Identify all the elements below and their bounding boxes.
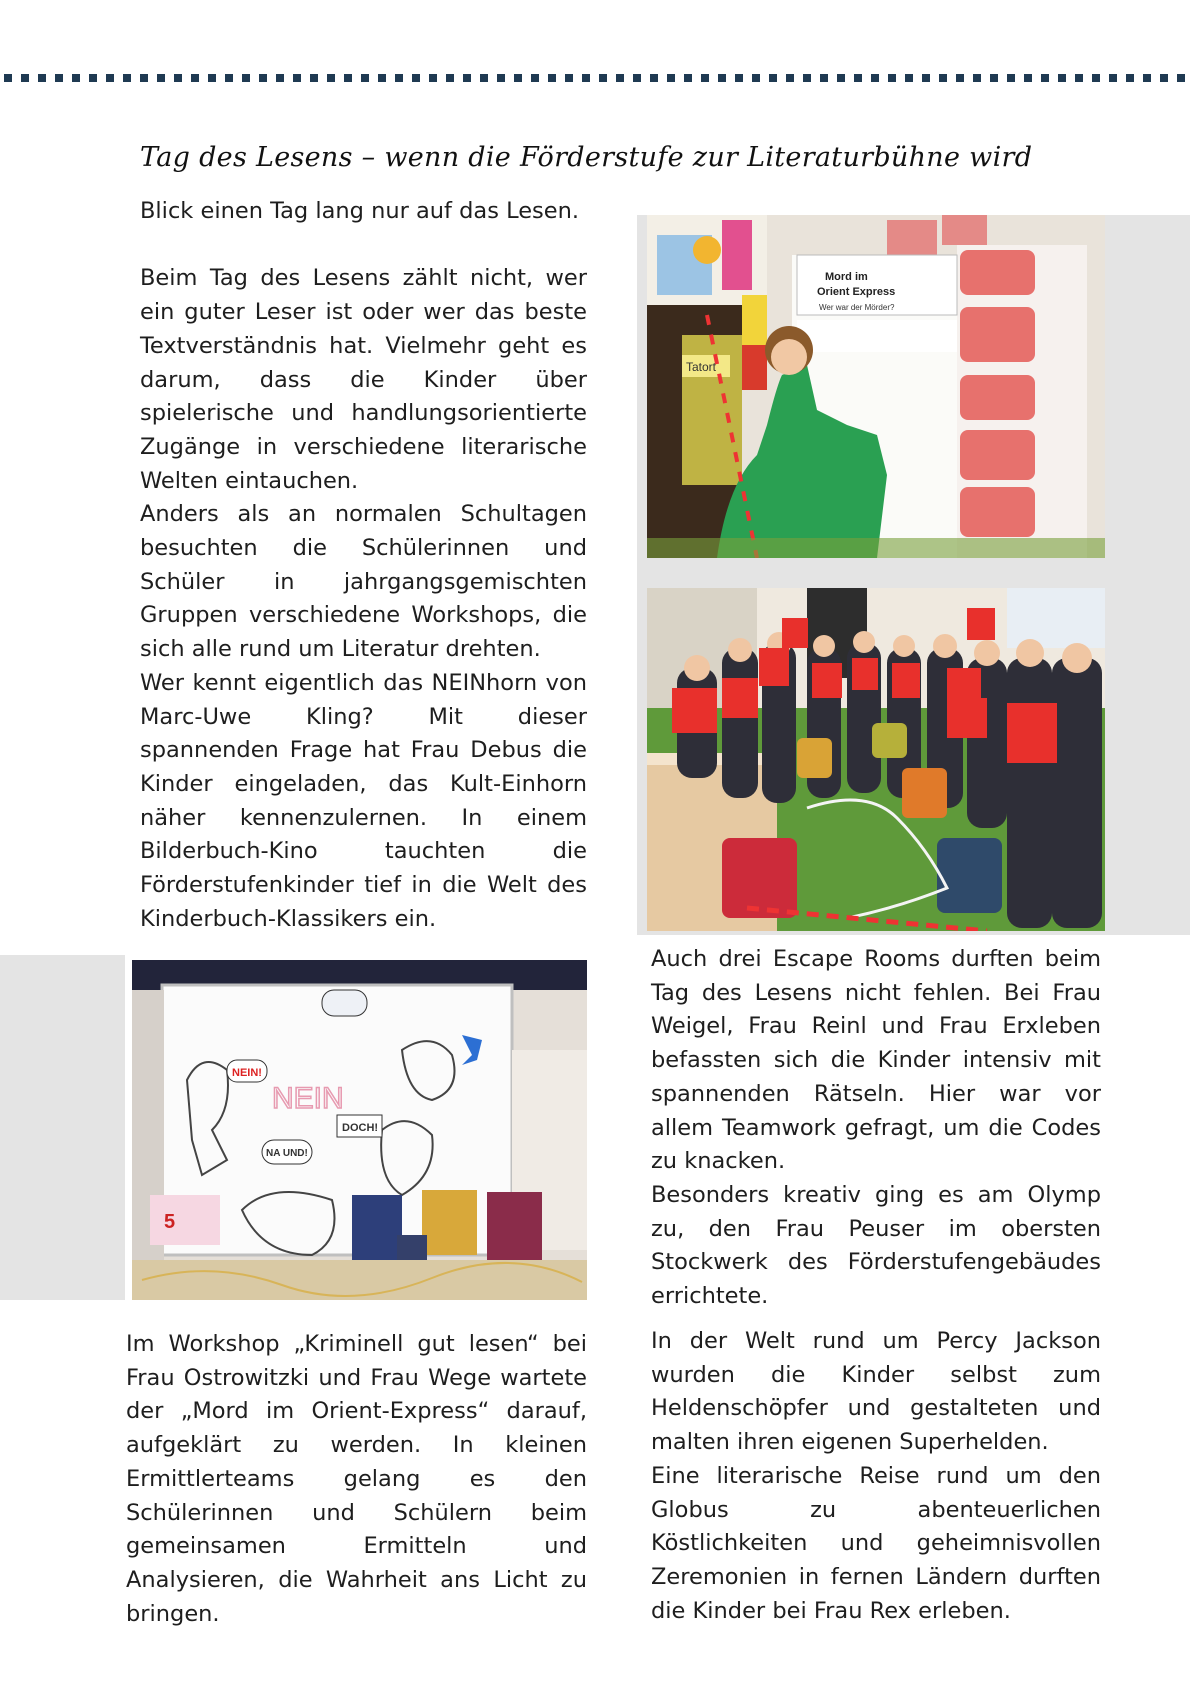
photo-whiteboard-crime bbox=[647, 215, 1105, 558]
paragraph-olymp: Besonders kreativ ging es am Olymp zu, den Frau Peuser im obersten Stockwerk des Förderstufengebäudes errichtete. bbox=[651, 1181, 1101, 1310]
photo-group-red-papers bbox=[647, 588, 1105, 931]
nein-bubble: NEIN! bbox=[232, 1067, 262, 1079]
left-column-bottom bbox=[126, 1328, 587, 1631]
svg-text:Wer war der Mörder?: Wer war der Mörder? bbox=[819, 303, 895, 312]
svg-text:Mord im: Mord im bbox=[825, 271, 868, 283]
left-column-top bbox=[140, 195, 587, 936]
tatort-label: Tatort bbox=[686, 360, 717, 374]
paragraph-escape-rooms: Auch drei Escape Rooms durften beim Tag des Lesens nicht fehlen. Bei Frau Weigel, Frau Reinl und Frau Erxleben befassten sich die Kinder intensiv mit spannenden Rätseln. Hier war vor allem Teamwork gefragt, um die Codes zu knacken. bbox=[651, 946, 1101, 1175]
doch-bubble: DOCH! bbox=[342, 1122, 379, 1134]
intro-paragraph: Blick einen Tag lang nur auf das Lesen. bbox=[140, 198, 580, 224]
paragraph-percy-jackson: In der Welt rund um Percy Jackson wurden die Kinder selbst zum Heldenschöpfer und gestalteten und malten ihren eigenen Superhelden. bbox=[651, 1328, 1101, 1456]
page-title: Tag des Lesens – wenn die Förderstufe zur Literaturbühne wird bbox=[140, 142, 1033, 173]
paragraph-workshops: Anders als an normalen Schultagen besuchten die Schülerinnen und Schüler in jahrgangsgemischten Gruppen verschiedene Workshops, die sich alle rund um Literatur drehten. bbox=[140, 501, 587, 663]
photo-neinhorn-whiteboard bbox=[132, 960, 587, 1300]
right-column-top bbox=[651, 943, 1101, 1314]
gray-panel-left bbox=[0, 955, 125, 1300]
paragraph-neinhorn: Wer kennt eigentlich das NEINhorn von Marc-Uwe Kling? Mit dieser spannenden Frage hat Frau Debus die Kinder eingeladen, das Kult-Einhorn näher kennenzulernen. In einem Bilderbuch-Kino tauchten die Förderstufenkinder tief in die Welt des Kinderbuch-Klassikers ein. bbox=[140, 669, 587, 932]
na-und-bubble: NA UND! bbox=[266, 1148, 308, 1159]
paragraph-weltreise: Eine literarische Reise rund um den Globus zu abenteuerlichen Köstlichkeiten und geheimnisvollen Zeremonien in fernen Ländern durften die Kinder bei Frau Rex erleben. bbox=[651, 1462, 1101, 1624]
right-column-bottom bbox=[651, 1325, 1101, 1628]
paragraph-reading-day: Beim Tag des Lesens zählt nicht, wer ein guter Leser ist oder wer das beste Textverständnis hat. Vielmehr geht es darum, dass die Kinder über spielerische und handlungsorientierte Zugänge in verschiedene literarische Welten eintauchen. bbox=[140, 265, 587, 494]
decorative-dotted-border bbox=[0, 74, 1190, 82]
nein-word: NEIN bbox=[272, 1082, 344, 1115]
svg-text:Orient Express: Orient Express bbox=[817, 286, 896, 298]
card-number: 5 bbox=[164, 1211, 176, 1233]
paragraph-krimi-workshop: Im Workshop „Kriminell gut lesen“ bei Frau Ostrowitzki und Frau Wege wartete der „Mord im Orient-Express“ darauf, aufgeklärt zu werden. In kleinen Ermittlerteams gelang es den Schülerinnen und Schülern beim gemeinsamen Ermitteln und Analysieren, die Wahrheit ans Licht zu bringen. bbox=[126, 1331, 587, 1627]
